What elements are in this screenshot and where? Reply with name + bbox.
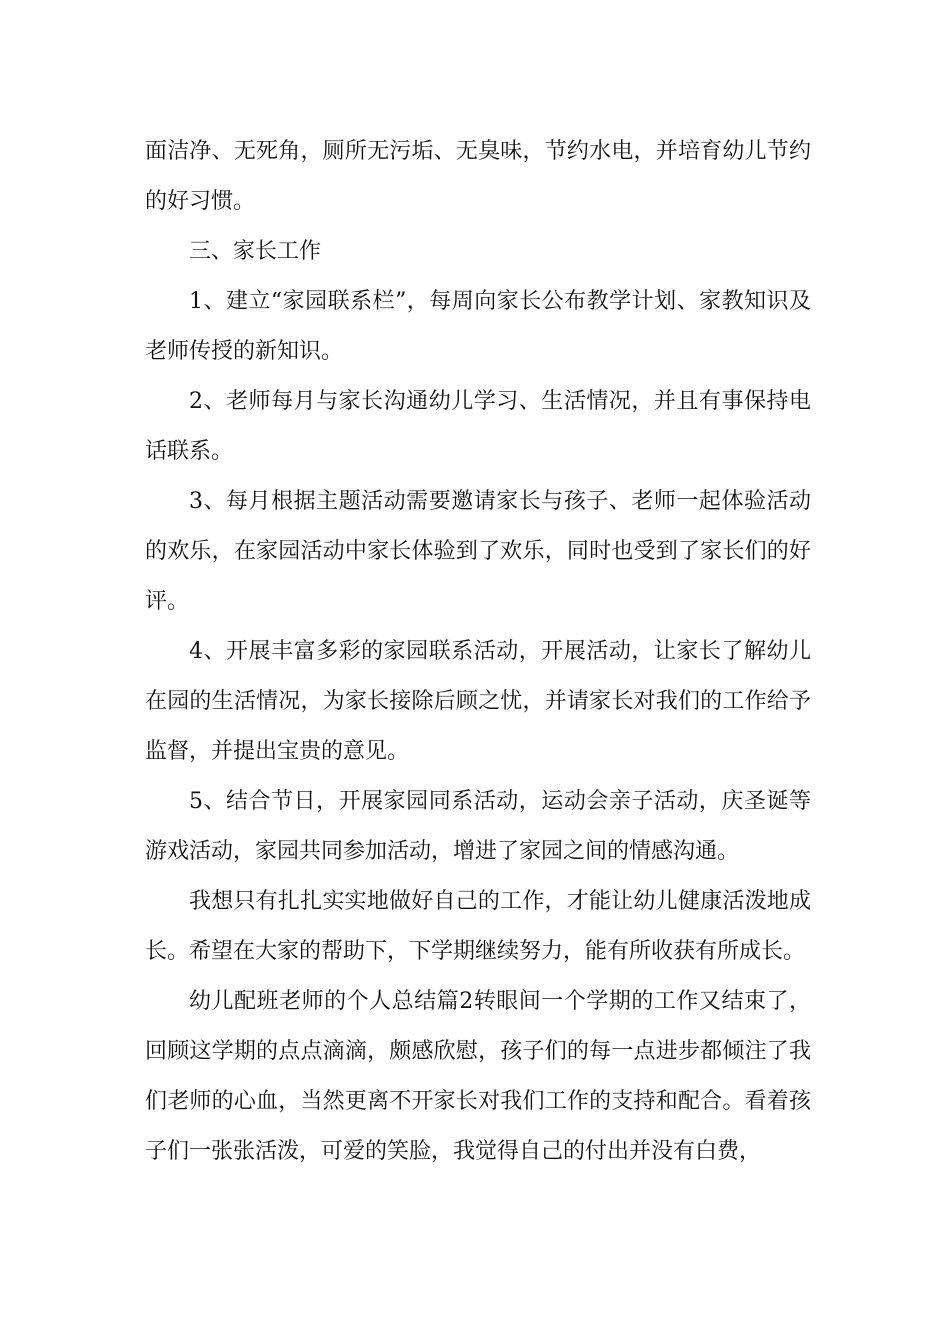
paragraph: 3、每月根据主题活动需要邀请家长与孩子、老师一起体验活动的欢乐，在家园活动中家长体验到了欢乐，同时也受到了家长们的好评。 [145,489,811,614]
paragraph: 5、结合节日，开展家园同系活动，运动会亲子活动，庆圣诞等游戏活动，家园共同参加活动，增进了家园之间的情感沟通。 [145,789,811,864]
paragraph: 幼儿配班老师的个人总结篇2转眼间一个学期的工作又结束了，回顾这学期的点点滴滴，颇感欣慰，孩子们的每一点进步都倾注了我们老师的心血，当然更离不开家长对我们工作的支持和配合。看着孩子们一张张活泼，可爱的笑脸，我觉得自己的付出并没有白费， [145,989,811,1164]
paragraph: 4、开展丰富多彩的家园联系活动，开展活动，让家长了解幼儿在园的生活情况，为家长接除后顾之忧，并请家长对我们的工作给予监督，并提出宝贵的意见。 [145,639,811,764]
paragraph: 1、建立“家园联系栏”，每周向家长公布教学计划、家教知识及老师传授的新知识。 [145,289,811,364]
paragraph: 2、老师每月与家长沟通幼儿学习、生活情况，并且有事保持电话联系。 [145,389,811,464]
section-heading: 三、家长工作 [189,239,322,264]
paragraph: 面洁净、无死角，厕所无污垢、无臭味，节约水电，并培育幼儿节约的好习惯。 [145,139,811,214]
document-body [145,127,811,1177]
paragraph: 我想只有扎扎实实地做好自己的工作，才能让幼儿健康活泼地成长。希望在大家的帮助下，下学期继续努力，能有所收获有所成长。 [145,889,811,964]
